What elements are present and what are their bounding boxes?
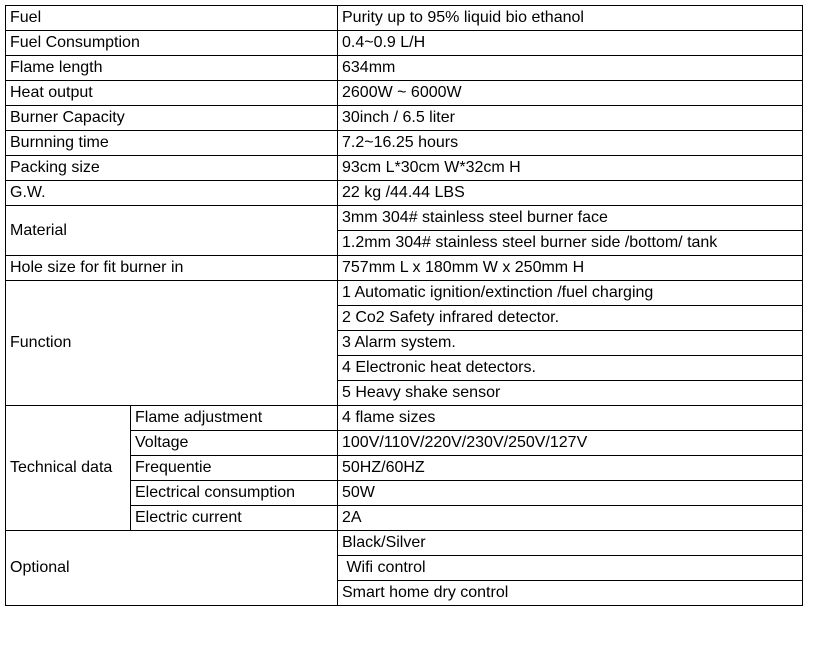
row-label: G.W. [6,181,338,206]
row-value: 100V/110V/220V/230V/250V/127V [338,431,803,456]
row-value: 3mm 304# stainless steel burner face [338,206,803,231]
row-value: Smart home dry control [338,581,803,606]
row-value: 50HZ/60HZ [338,456,803,481]
table-row-hole-size [6,256,803,281]
table-row-fuel-consumption [6,31,803,56]
table-row-heat-output [6,81,803,106]
row-sublabel: Electric current [131,506,338,531]
row-value: 4 flame sizes [338,406,803,431]
row-value: 757mm L x 180mm W x 250mm H [338,256,803,281]
row-value: 2A [338,506,803,531]
table-row-function [6,281,803,306]
row-sublabel: Frequentie [131,456,338,481]
row-value: Wifi control [338,556,803,581]
row-value: 30inch / 6.5 liter [338,106,803,131]
table-row-packing-size [6,156,803,181]
row-label: Material [6,206,338,256]
table-row-technical-data [6,406,803,431]
row-label: Burnning time [6,131,338,156]
row-value: 0.4~0.9 L/H [338,31,803,56]
row-label: Hole size for fit burner in [6,256,338,281]
row-value: Black/Silver [338,531,803,556]
row-value: Purity up to 95% liquid bio ethanol [338,6,803,31]
row-label: Technical data [6,406,131,531]
table-row-flame-length [6,56,803,81]
spec-table [5,5,803,606]
row-value: 634mm [338,56,803,81]
row-value: 93cm L*30cm W*32cm H [338,156,803,181]
row-value: 7.2~16.25 hours [338,131,803,156]
row-value: 22 kg /44.44 LBS [338,181,803,206]
row-label: Function [6,281,338,406]
row-label: Optional [6,531,338,606]
table-row-burning-time [6,131,803,156]
table-row-burner-capacity [6,106,803,131]
row-value: 2600W ~ 6000W [338,81,803,106]
row-sublabel: Electrical consumption [131,481,338,506]
row-value: 1.2mm 304# stainless steel burner side /bottom/ tank [338,231,803,256]
table-row-fuel [6,6,803,31]
row-value: 2 Co2 Safety infrared detector. [338,306,803,331]
row-label: Fuel [6,6,338,31]
row-sublabel: Flame adjustment [131,406,338,431]
row-value: 1 Automatic ignition/extinction /fuel charging [338,281,803,306]
row-label: Burner Capacity [6,106,338,131]
row-value: 4 Electronic heat detectors. [338,356,803,381]
row-label: Flame length [6,56,338,81]
table-row-material [6,206,803,231]
row-value: 3 Alarm system. [338,331,803,356]
row-label: Packing size [6,156,338,181]
row-value: 50W [338,481,803,506]
row-value: 5 Heavy shake sensor [338,381,803,406]
table-row-optional [6,531,803,556]
row-label: Fuel Consumption [6,31,338,56]
row-label: Heat output [6,81,338,106]
table-row-gross-weight [6,181,803,206]
row-sublabel: Voltage [131,431,338,456]
